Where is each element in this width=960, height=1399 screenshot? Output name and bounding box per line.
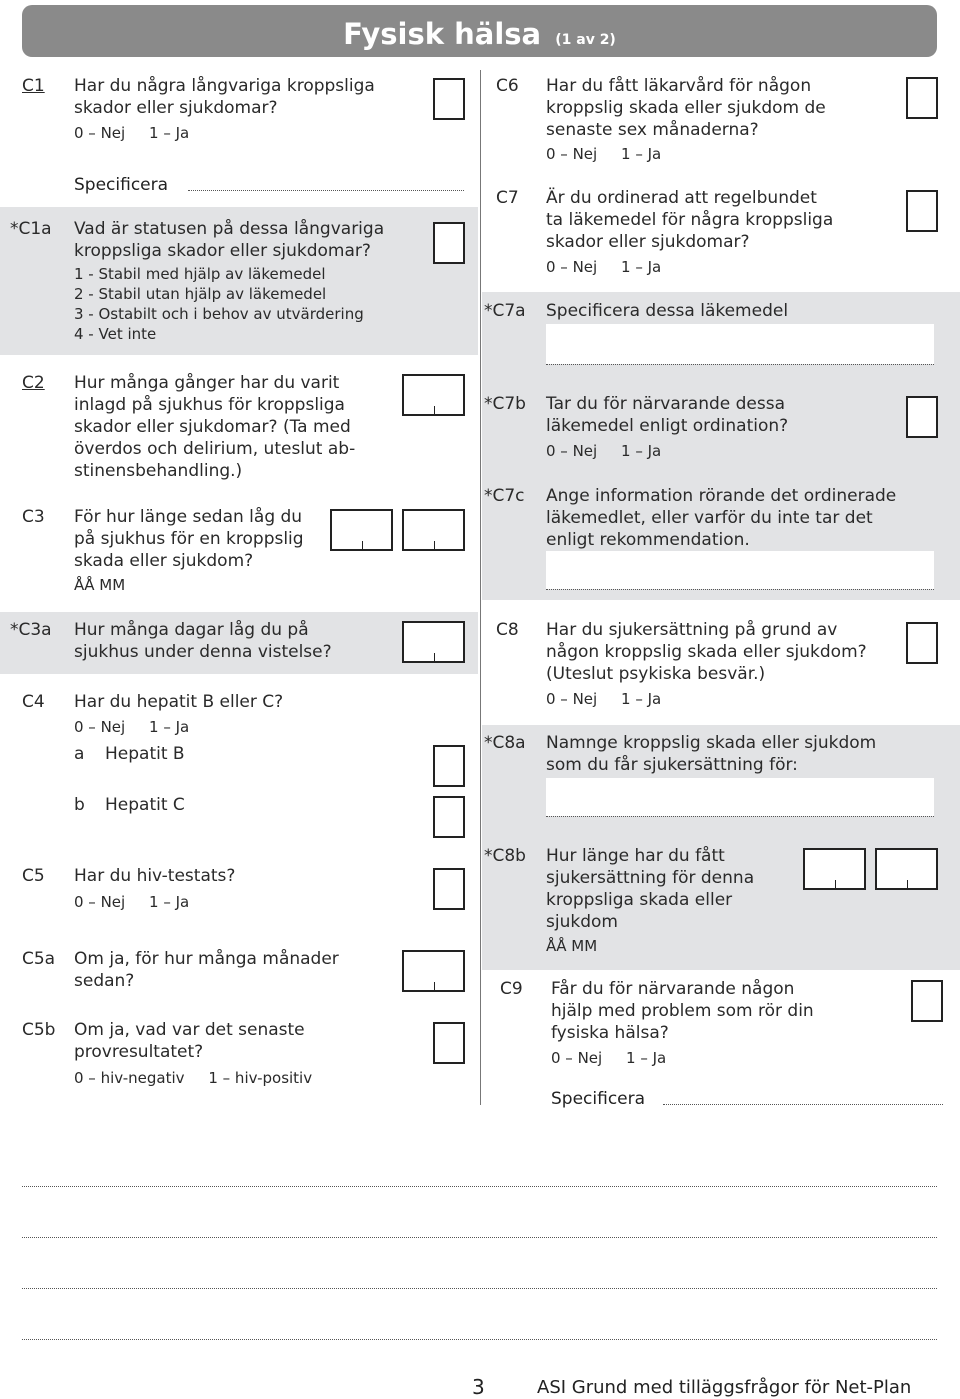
notes-line-1[interactable] bbox=[22, 1186, 937, 1187]
c1-specify-label: Specificera bbox=[74, 175, 169, 195]
c8b-format: ÅÅ MM bbox=[546, 937, 598, 955]
c5-question: Har du hiv-testats? bbox=[74, 866, 236, 886]
c1a-options: 1 - Stabil med hjälp av läkemedel 2 - Stabil utan hjälp av läkemedel 3 - Ostabilt och i behov av utvärdering 4 - Vet inte bbox=[74, 265, 364, 343]
c7-question: Är du ordinerad att regelbundet ta läkemedel för några kroppsliga skador eller sjukdomar? bbox=[546, 188, 834, 252]
notes-line-4[interactable] bbox=[22, 1339, 937, 1340]
c2-answer-box[interactable] bbox=[402, 374, 465, 416]
c5b-question: Om ja, vad var det senaste provresultatet? bbox=[74, 1020, 305, 1062]
page-number: 3 bbox=[472, 1375, 485, 1399]
c7b-options: 0 – Nej 1 – Ja bbox=[546, 442, 662, 460]
c5a-answer-box[interactable] bbox=[402, 950, 465, 992]
section-title: Fysisk hälsa (1 av 2) bbox=[343, 17, 616, 51]
c1-answer-box[interactable] bbox=[433, 78, 465, 120]
c7-code: C7 bbox=[496, 188, 519, 208]
c8a-question: Namnge kroppslig skada eller sjukdom som du får sjukersättning för: bbox=[546, 733, 877, 775]
c5-code: C5 bbox=[22, 866, 45, 886]
c4-b-text: Hepatit C bbox=[105, 795, 185, 815]
c8-options: 0 – Nej 1 – Ja bbox=[546, 690, 662, 708]
c7-answer-box[interactable] bbox=[906, 190, 938, 232]
c9-question: Får du för närvarande någon hjälp med problem som rör din fysiska hälsa? bbox=[551, 979, 814, 1043]
c9-specify-line[interactable] bbox=[663, 1104, 943, 1105]
c5-answer-box[interactable] bbox=[433, 868, 465, 910]
document-title: ASI Grund med tilläggsfrågor för Net-Plan bbox=[537, 1377, 912, 1398]
section-page-indicator: (1 av 2) bbox=[555, 32, 616, 48]
c7c-answer-line bbox=[546, 589, 934, 590]
c9-options: 0 – Nej 1 – Ja bbox=[551, 1049, 667, 1067]
c4-question: Har du hepatit B eller C? bbox=[74, 692, 284, 712]
c8b-code: *C8b bbox=[484, 846, 526, 866]
c8-code: C8 bbox=[496, 620, 519, 640]
c5b-code: C5b bbox=[22, 1020, 56, 1040]
column-divider bbox=[480, 70, 481, 1105]
c7-options: 0 – Nej 1 – Ja bbox=[546, 258, 662, 276]
c8a-answer-area[interactable] bbox=[546, 778, 934, 816]
c8b-question: Hur länge har du fått sjukersättning för denna kroppsliga skada eller sjukdom bbox=[546, 846, 755, 932]
c7b-question: Tar du för närvarande dessa läkemedel enligt ordination? bbox=[546, 394, 789, 436]
c3a-question: Hur många dagar låg du på sjukhus under denna vistelse? bbox=[74, 620, 332, 662]
section-header bbox=[22, 5, 937, 57]
c1a-answer-box[interactable] bbox=[433, 222, 465, 264]
c9-answer-box[interactable] bbox=[911, 980, 943, 1022]
c3-format: ÅÅ MM bbox=[74, 576, 126, 594]
c4-options: 0 – Nej 1 – Ja bbox=[74, 718, 190, 736]
c2-code: C2 bbox=[22, 373, 45, 393]
c4-a-text: Hepatit B bbox=[105, 744, 185, 764]
c5a-question: Om ja, för hur många månader sedan? bbox=[74, 949, 339, 991]
c3-code: C3 bbox=[22, 507, 45, 527]
c7a-question: Specificera dessa läkemedel bbox=[546, 301, 789, 321]
c5-options: 0 – Nej 1 – Ja bbox=[74, 893, 190, 911]
c6-question: Har du fått läkarvård för någon kroppslig skada eller sjukdom de senaste sex månaderna? bbox=[546, 76, 826, 140]
c1-specify-line[interactable] bbox=[188, 190, 464, 191]
c8a-answer-line bbox=[546, 816, 934, 817]
c3-month-box[interactable] bbox=[402, 509, 465, 551]
c6-options: 0 – Nej 1 – Ja bbox=[546, 145, 662, 163]
c5b-answer-box[interactable] bbox=[433, 1022, 465, 1064]
c7b-code: *C7b bbox=[484, 394, 526, 414]
c7b-answer-box[interactable] bbox=[906, 396, 938, 438]
notes-line-2[interactable] bbox=[22, 1237, 937, 1238]
c7a-answer-area[interactable] bbox=[546, 324, 934, 364]
c7c-code: *C7c bbox=[484, 486, 525, 506]
c7c-question: Ange information rörande det ordinerade läkemedlet, eller varför du inte tar det enligt rekommendation. bbox=[546, 486, 897, 550]
c2-question: Hur många gånger har du varit inlagd på sjukhus för kroppsliga skador eller sjukdomar? (Ta med överdos och delirium, uteslut ab- stinensbehandling.) bbox=[74, 373, 356, 481]
c8b-year-box[interactable] bbox=[803, 848, 866, 890]
c7c-answer-area[interactable] bbox=[546, 551, 934, 589]
c8-question: Har du sjukersättning på grund av någon kroppslig skada eller sjukdom? (Uteslut psykiska besvär.) bbox=[546, 620, 867, 684]
c5b-options: 0 – hiv-negativ 1 – hiv-positiv bbox=[74, 1069, 313, 1087]
c9-specify-label: Specificera bbox=[551, 1089, 646, 1109]
c4-code: C4 bbox=[22, 692, 45, 712]
c7a-answer-line bbox=[546, 364, 934, 365]
c4-b-label: b bbox=[74, 795, 85, 815]
c1a-question: Vad är statusen på dessa långvariga kroppsliga skador eller sjukdomar? bbox=[74, 219, 385, 261]
c3-question: För hur länge sedan låg du på sjukhus för en kroppslig skada eller sjukdom? bbox=[74, 507, 304, 571]
c9-code: C9 bbox=[500, 979, 523, 999]
c3a-code: *C3a bbox=[10, 620, 52, 640]
c4-b-answer-box[interactable] bbox=[433, 796, 465, 838]
c1-code: C1 bbox=[22, 76, 45, 96]
c3-year-box[interactable] bbox=[330, 509, 393, 551]
c6-answer-box[interactable] bbox=[906, 77, 938, 119]
c3a-answer-box[interactable] bbox=[402, 621, 465, 663]
notes-line-3[interactable] bbox=[22, 1288, 937, 1289]
c1-question: Har du några långvariga kroppsliga skador eller sjukdomar? bbox=[74, 76, 375, 118]
c1-options: 0 – Nej 1 – Ja bbox=[74, 124, 190, 142]
c4-a-label: a bbox=[74, 744, 85, 764]
c6-code: C6 bbox=[496, 76, 519, 96]
c8a-code: *C8a bbox=[484, 733, 526, 753]
c4-a-answer-box[interactable] bbox=[433, 745, 465, 787]
c8b-month-box[interactable] bbox=[875, 848, 938, 890]
c7a-code: *C7a bbox=[484, 301, 526, 321]
c5a-code: C5a bbox=[22, 949, 56, 969]
c1a-code: *C1a bbox=[10, 219, 52, 239]
c8-answer-box[interactable] bbox=[906, 622, 938, 664]
